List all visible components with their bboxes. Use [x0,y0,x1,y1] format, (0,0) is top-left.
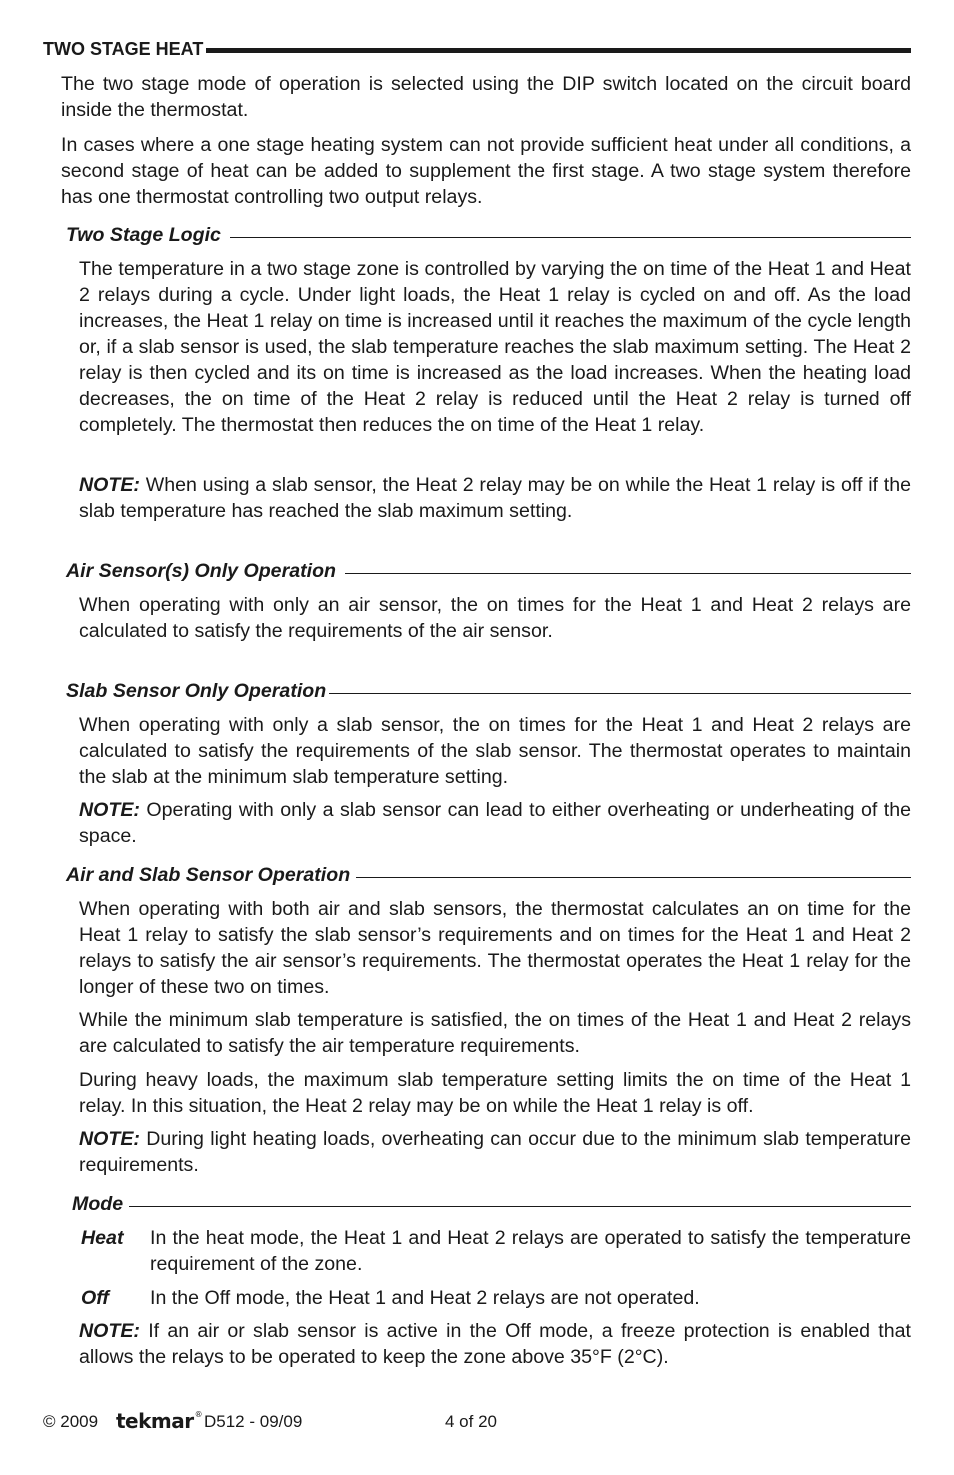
air-slab-note [79,1126,911,1178]
air-slab-paragraph: When operating with both air and slab sensors, the thermostat calculates an on time for the Heat 1 relay to satisfy the slab sensor’s requirements and on times for the Heat 1 and Heat 2 relays to satisfy the air sensor’s requirements. The thermostat operates the Heat 1 relay for the longer of these two on times. [79,898,911,998]
subsection-rule [356,877,911,878]
mode-note [79,1318,911,1370]
logic-note [79,472,911,524]
mode-item-heat [79,1225,911,1277]
mode-term: Off [81,1287,109,1309]
subsection-heading-two-stage-logic [66,224,911,247]
note-text: When using a slab sensor, the Heat 2 relay may be on while the Heat 1 relay is off if the slab temperature has reached the slab maximum setting. [79,474,911,522]
subsection-title: Slab Sensor Only Operation [66,680,327,702]
section-heading [43,39,911,60]
mode-definition: In the Off mode, the Heat 1 and Heat 2 relays are not operated. [150,1287,700,1309]
tekmar-logo [116,1409,202,1433]
subsection-title: Air Sensor(s) Only Operation [66,560,337,582]
intro-paragraph: In cases where a one stage heating system can not provide sufficient heat under all conditions, a second stage of heat can be added to supplement the first stage. A two stage system therefore has one thermostat controlling two output relays. [61,134,911,208]
subsection-title: Mode [72,1193,124,1215]
note-text: If an air or slab sensor is active in the Off mode, a freeze protection is enabled that allows the relays to be operated to keep the zone above 35°F (2°C). [79,1320,911,1368]
section-title: TWO STAGE HEAT [43,39,204,59]
subsection-heading-slab-only [66,680,911,703]
air-slab-paragraph: During heavy loads, the maximum slab temperature setting limits the on time of the Heat 1 relay. In this situation, the Heat 2 relay may be on while the Heat 1 relay is off. [79,1069,911,1117]
section-heading-rule [206,48,911,53]
note-text: Operating with only a slab sensor can lead to either overheating or underheating of the space. [79,799,911,847]
note-label: NOTE: [79,474,140,496]
slab-only-paragraph: When operating with only a slab sensor, the on times for the Heat 1 and Heat 2 relays are calculated to satisfy the requirements of the slab sensor. The thermostat operates to maintain the slab at the minimum slab temperature setting. [79,714,911,788]
note-label: NOTE: [79,1128,140,1150]
document-number: D512 - 09/09 [204,1412,303,1431]
mode-item-off [79,1285,911,1311]
copyright: © 2009 [43,1412,99,1431]
subsection-rule [329,693,911,694]
air-slab-paragraph: While the minimum slab temperature is satisfied, the on times of the Heat 1 and Heat 2 relays are calculated to satisfy the air temperature requirements. [79,1009,911,1057]
subsection-heading-mode [72,1193,911,1216]
subsection-rule [129,1206,911,1207]
intro-paragraph: The two stage mode of operation is selected using the DIP switch located on the circuit board inside the thermostat. [61,73,911,121]
logic-paragraph: The temperature in a two stage zone is controlled by varying the on time of the Heat 1 and Heat 2 relays during a cycle. Under light loads, the Heat 1 relay is cycled on and off. As the load increases, the Heat 1 relay on time is increased until it reaches the maximum of the cycle length or, if a slab sensor is used, the slab temperature reaches the slab maximum setting. The Heat 2 relay is then cycled and its on time is increased as the load increases. When the heating load decreases, the on time of the Heat 2 relay is reduced until the Heat 2 relay is turned off completely. The thermostat then reduces the on time of the Heat 1 relay. [79,258,911,436]
registered-mark: ® [194,1410,203,1419]
page-footer [43,1410,911,1436]
mode-definition: In the heat mode, the Heat 1 and Heat 2 relays are operated to satisfy the temperature requirement of the zone. [150,1227,911,1275]
subsection-title: Air and Slab Sensor Operation [66,864,351,886]
mode-term: Heat [81,1227,124,1249]
subsection-rule [345,573,911,574]
note-label: NOTE: [79,1320,140,1342]
subsection-title: Two Stage Logic [66,224,221,246]
note-label: NOTE: [79,799,140,821]
subsection-rule [230,237,911,238]
slab-only-note [79,797,911,849]
note-text: During light heating loads, overheating can occur due to the minimum slab temperature requirements. [79,1128,911,1176]
logo-text: tekmar [116,1409,194,1433]
air-only-paragraph: When operating with only an air sensor, the on times for the Heat 1 and Heat 2 relays are calculated to satisfy the requirements of the air sensor. [79,594,911,642]
page-number: 4 of 20 [445,1412,497,1431]
subsection-heading-air-and-slab [66,864,911,887]
subsection-heading-air-only [66,560,911,583]
